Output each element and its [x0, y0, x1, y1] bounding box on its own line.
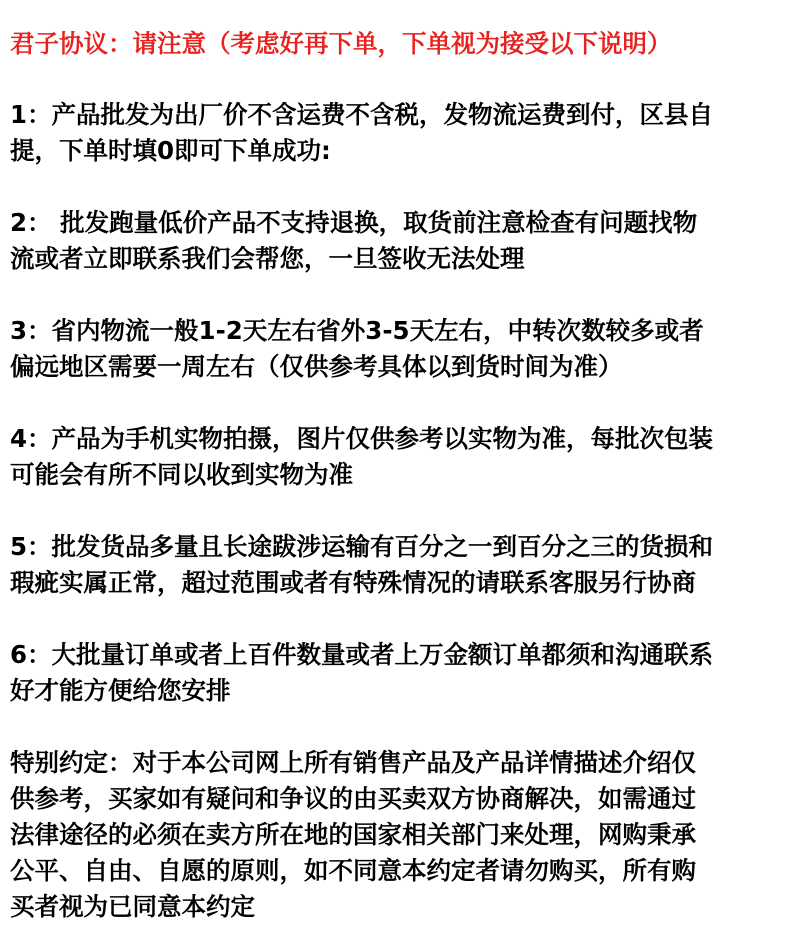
clause-line: 好才能方便给您安排: [10, 676, 231, 705]
clause-2: [10, 205, 780, 277]
clause-5: [10, 529, 780, 601]
clause-line: 流或者立即联系我们会帮您，一旦签收无法处理: [10, 244, 525, 273]
clause-line: 3：省内物流一般1-2天左右省外3-5天左右，中转次数较多或者: [10, 316, 704, 345]
special-agreement: [10, 745, 780, 925]
clause-line: 提，下单时填0即可下单成功:: [10, 136, 331, 165]
notice-title: 君子协议：请注意（考虑好再下单，下单视为接受以下说明）: [10, 29, 672, 58]
clause-4: [10, 421, 780, 493]
clause-6: [10, 637, 780, 709]
clause-line: 法律途径的必须在卖方所在地的国家相关部门来处理，网购秉承: [10, 820, 696, 849]
clause-line: 偏远地区需要一周左右（仅供参考具体以到货时间为准）: [10, 352, 623, 381]
clause-line: 特别约定：对于本公司网上所有销售产品及产品详情描述介绍仅: [10, 748, 696, 777]
clause-line: 6：大批量订单或者上百件数量或者上万金额订单都须和沟通联系: [10, 640, 714, 669]
clause-line: 公平、自由、自愿的原则，如不同意本约定者请勿购买，所有购: [10, 856, 696, 885]
clause-line: 供参考，买家如有疑问和争议的由买卖双方协商解决，如需通过: [10, 784, 696, 813]
clause-3: [10, 313, 780, 385]
clause-line: 买者视为已同意本约定: [10, 892, 255, 921]
clause-line: 1：产品批发为出厂价不含运费不含税，发物流运费到付，区县自: [10, 100, 714, 129]
clause-line: 2： 批发跑量低价产品不支持退换，取货前注意检查有问题找物: [10, 208, 698, 237]
clause-1: [10, 97, 780, 169]
clause-line: 可能会有所不同以收到实物为准: [10, 460, 353, 489]
clause-line: 瑕疵实属正常，超过范围或者有特殊情况的请联系客服另行协商: [10, 568, 696, 597]
clause-line: 5：批发货品多量且长途跋涉运输有百分之一到百分之三的货损和: [10, 532, 714, 561]
clause-line: 4：产品为手机实物拍摄，图片仅供参考以实物为准，每批次包装: [10, 424, 714, 453]
